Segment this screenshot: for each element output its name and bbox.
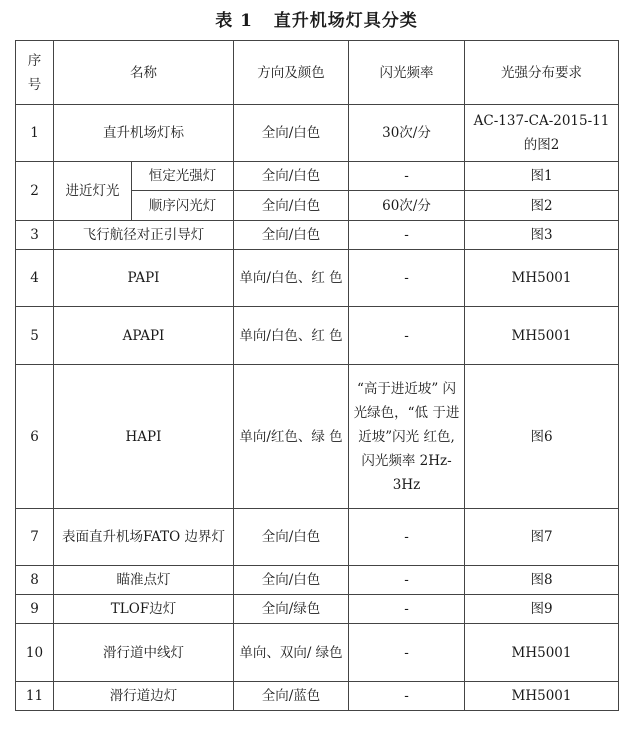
row-direction: 全向/白色 [234, 566, 349, 595]
row-name: 飞行航径对正引导灯 [54, 221, 234, 250]
row-spec: MH5001 [465, 307, 619, 365]
row-direction: 单向/白色、红 色 [234, 250, 349, 307]
table-row [16, 509, 619, 566]
header-name: 名称 [54, 41, 234, 105]
row-flash: 30次/分 [349, 105, 465, 162]
row-flash: - [349, 250, 465, 307]
row-no: 5 [16, 307, 54, 365]
row-direction: 全向/蓝色 [234, 682, 349, 711]
row-name: TLOF边灯 [54, 595, 234, 624]
row-direction: 单向/白色、红 色 [234, 307, 349, 365]
row-direction: 全向/白色 [234, 191, 349, 221]
header-spec: 光强分布要求 [465, 41, 619, 105]
table-title: 直升机场灯具分类 [273, 11, 418, 31]
row-direction: 全向/白色 [234, 162, 349, 191]
row-no: 4 [16, 250, 54, 307]
row-direction: 全向/白色 [234, 509, 349, 566]
table-row [16, 566, 619, 595]
table-row [16, 682, 619, 711]
row-flash: - [349, 509, 465, 566]
row-flash: - [349, 221, 465, 250]
row-name: HAPI [54, 365, 234, 509]
row-direction: 单向、双向/ 绿色 [234, 624, 349, 682]
row-flash: - [349, 162, 465, 191]
row-spec: MH5001 [465, 624, 619, 682]
row-spec: 图2 [465, 191, 619, 221]
row-name: 顺序闪光灯 [132, 191, 234, 221]
row-direction: 全向/绿色 [234, 595, 349, 624]
row-spec: MH5001 [465, 250, 619, 307]
table-row [16, 250, 619, 307]
row-flash: 60次/分 [349, 191, 465, 221]
header-flash: 闪光频率 [349, 41, 465, 105]
row-no: 6 [16, 365, 54, 509]
table-row [16, 221, 619, 250]
row-spec: 图9 [465, 595, 619, 624]
header-direction: 方向及颜色 [234, 41, 349, 105]
row-name: APAPI [54, 307, 234, 365]
row-name: 表面直升机场FATO 边界灯 [54, 509, 234, 566]
row-no: 7 [16, 509, 54, 566]
row-group: 进近灯光 [54, 162, 132, 221]
row-spec: 图6 [465, 365, 619, 509]
row-no: 8 [16, 566, 54, 595]
row-flash: - [349, 682, 465, 711]
row-spec: MH5001 [465, 682, 619, 711]
table-number: 表 1 [215, 11, 253, 31]
header-row [16, 41, 619, 105]
lighting-classification-table [15, 40, 619, 711]
row-no: 3 [16, 221, 54, 250]
row-flash: - [349, 307, 465, 365]
table-caption [0, 6, 633, 31]
table-row [16, 365, 619, 509]
row-no: 9 [16, 595, 54, 624]
row-name: 瞄准点灯 [54, 566, 234, 595]
table-row [16, 105, 619, 162]
row-name: 滑行道边灯 [54, 682, 234, 711]
row-name: PAPI [54, 250, 234, 307]
row-no: 2 [16, 162, 54, 221]
row-flash: - [349, 595, 465, 624]
row-direction: 全向/白色 [234, 105, 349, 162]
row-direction: 单向/红色、绿 色 [234, 365, 349, 509]
header-no: 序 号 [16, 41, 54, 105]
row-spec: 图8 [465, 566, 619, 595]
row-flash: “高于进近坡” 闪光绿色，“低 于进近坡”闪光 红色,闪光频率 2Hz-3Hz [349, 365, 465, 509]
row-spec: 图3 [465, 221, 619, 250]
row-name: 恒定光强灯 [132, 162, 234, 191]
row-no: 10 [16, 624, 54, 682]
row-flash: - [349, 566, 465, 595]
table-row [16, 162, 619, 191]
row-direction: 全向/白色 [234, 221, 349, 250]
table-row [16, 307, 619, 365]
row-spec: 图1 [465, 162, 619, 191]
row-spec: AC-137-CA-2015-11 的图2 [465, 105, 619, 162]
row-no: 1 [16, 105, 54, 162]
table-row [16, 624, 619, 682]
row-spec: 图7 [465, 509, 619, 566]
row-flash: - [349, 624, 465, 682]
row-no: 11 [16, 682, 54, 711]
row-name: 直升机场灯标 [54, 105, 234, 162]
row-name: 滑行道中线灯 [54, 624, 234, 682]
table-row [16, 595, 619, 624]
